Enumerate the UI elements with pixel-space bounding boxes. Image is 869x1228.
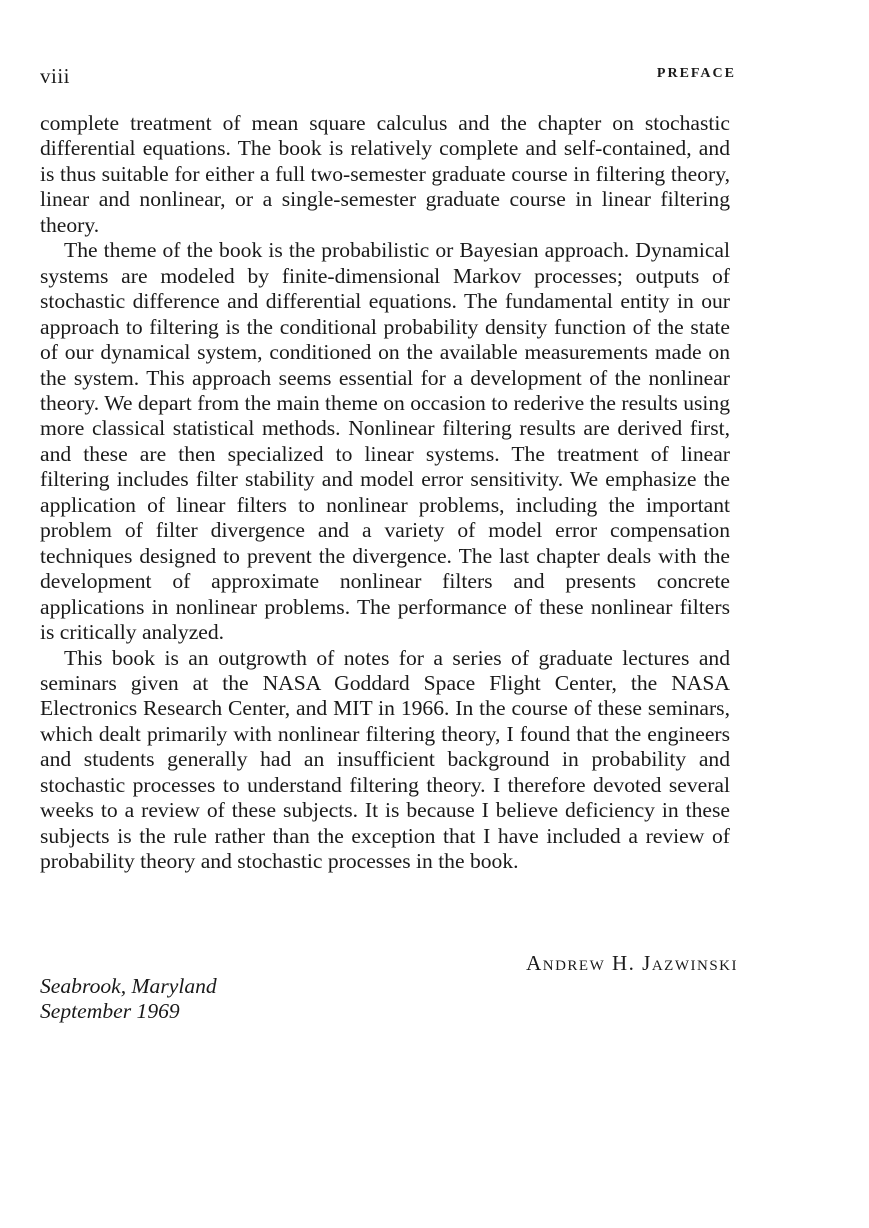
preface-body [40, 111, 730, 875]
author-signature: Andrew H. Jazwinski [526, 951, 738, 975]
paragraph-continuation: complete treatment of mean square calculus and the chapter on stochastic differential equations. The book is relatively complete and self-contained, and is thus suitable for either a full two-semester graduate course in filtering theory, linear and nonlinear, or a single-semester graduate course in linear filtering theory. [40, 111, 730, 237]
page-number: viii [40, 64, 71, 88]
page-header [40, 64, 736, 88]
running-head: PREFACE [656, 66, 736, 81]
place: Seabrook, Maryland [40, 974, 217, 998]
place-and-date [40, 974, 217, 1024]
paragraph-origin: This book is an outgrowth of notes for a series of graduate lectures and seminars given at the NASA Goddard Space Flight Center, the NASA Electronics Research Center, and MIT in 1966. In the course of these seminars, which dealt primarily with nonlinear filtering theory, I found that the engineers and students generally had an insufficient background in probability and stochastic processes to understand filtering theory. I therefore devoted several weeks to a review of these subjects. It is because I believe deficiency in these subjects is the rule rather than the exception that I have included a review of probability theory and stochastic processes in the book. [40, 645, 730, 874]
paragraph-theme: The theme of the book is the probabilistic or Bayesian approach. Dynamical systems are modeled by finite-dimensional Markov processes; outputs of stochastic difference and differential equations. The fundamental entity in our approach to filtering is the conditional probability density function of the state of our dynamical system, conditioned on the available measurements made on the system. This approach seems essential for a development of the nonlinear theory. We depart from the main theme on occasion to rederive the results using more classical statistical methods. Nonlinear filtering results are derived first, and these are then specialized to linear systems. The treatment of linear filtering includes filter stability and model error sensitivity. We emphasize the application of linear filters to nonlinear problems, including the important problem of filter divergence and a variety of model error compensation techniques designed to prevent the divergence. The last chapter deals with the development of approximate nonlinear filters and presents concrete applications in nonlinear problems. The performance of these nonlinear filters is critically analyzed. [40, 238, 730, 645]
date: September 1969 [40, 999, 180, 1023]
